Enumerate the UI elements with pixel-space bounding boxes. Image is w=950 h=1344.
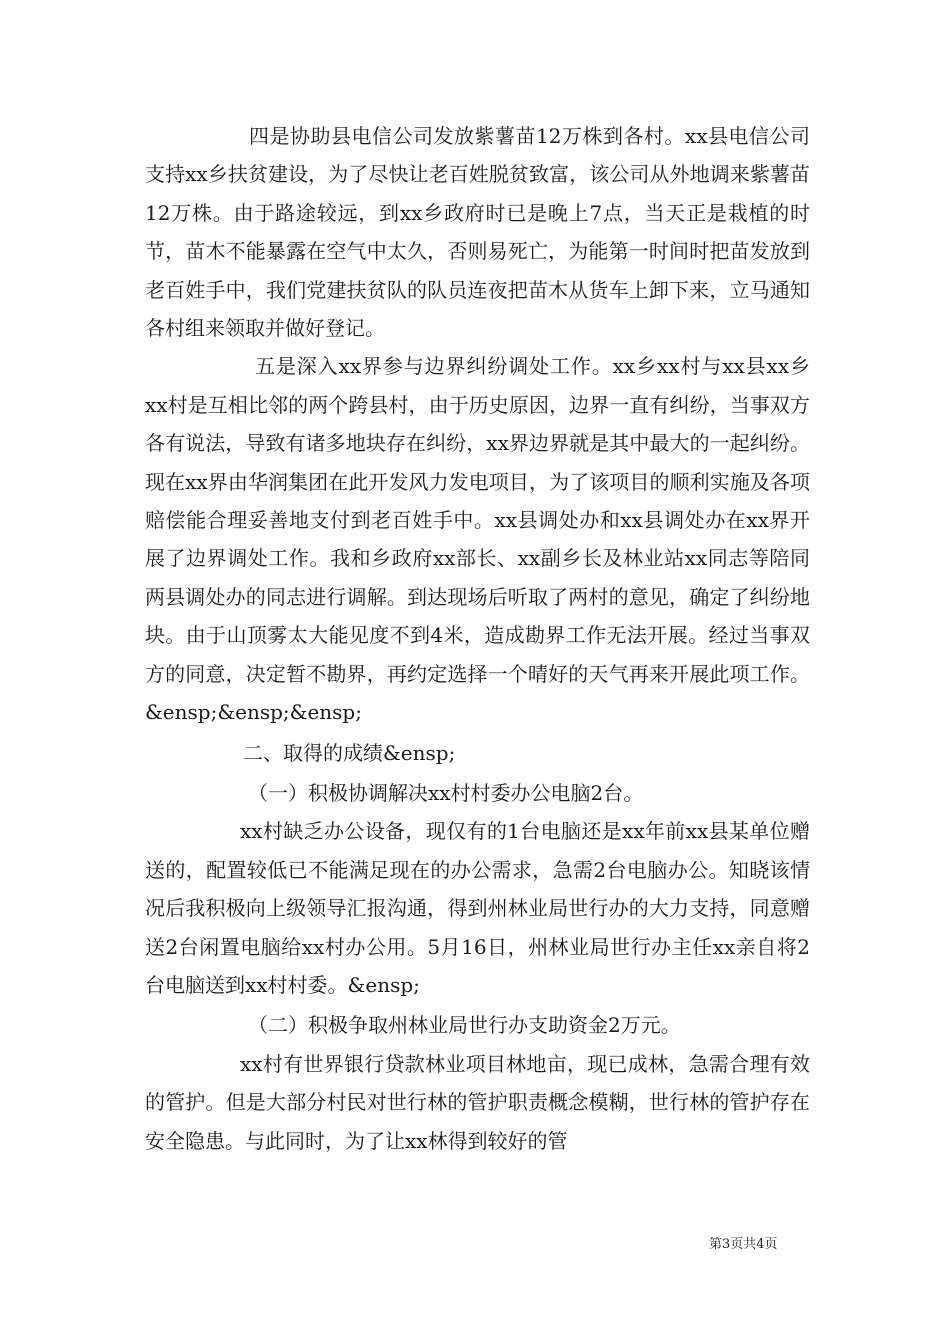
subheading-funding: （二）积极争取州林业局世行办支助资金2万元。 bbox=[248, 1013, 681, 1038]
paragraph-funding: xx村有世界银行贷款林业项目林地亩，现已成林，急需合理有效的管护。但是大部分村民对世行林的管护职责概念模糊，世行林的管护存在安全隐患。与此同时，为了让xx林得到较好的管 bbox=[145, 1051, 810, 1153]
paragraph-boundary-dispute: 五是深入xx界参与边界纠纷调处工作。xx乡xx村与xx县xx乡xx村是互相比邻的两个跨县村，由于历史原因，边界一直有纠纷，当事双方各有说法，导致有诸多地块存在纠纷，xx界边界就是其中最大的一起纠纷。现在xx界由华润集团在此开发风力发电项目，为了该项目的顺利实施及各项赔偿能合理妥善地支付到老百姓手中。xx县调处办和xx县调处办在xx界开展了边界调处工作。我和乡政府xx部长、xx副乡长及林业站xx同志等陪同两县调处办的同志进行调解。到达现场后听取了两村的意见，确定了纠纷地块。由于山顶雾太大能见度不到4米，造成勘界工作无法开展。经过当事双方的同意，决定暂不勘界，再约定选择一个晴好的天气再来开展此项工作。&ensp;&ensp;&ensp; bbox=[145, 354, 810, 725]
section-heading-achievements: 二、取得的成绩&ensp; bbox=[243, 740, 456, 765]
paragraph-sweet-potato: 四是协助县电信公司发放紫薯苗12万株到各村。xx县电信公司支持xx乡扶贫建设，为了尽快让老百姓脱贫致富，该公司从外地调来紫薯苗12万株。由于路途较远，到xx乡政府时已是晚上7点，当天正是栽植的时节，苗木不能暴露在空气中太久，否则易死亡，为能第一时间时把苗发放到老百姓手中，我们党建扶贫队的队员连夜把苗木从货车上卸下来，立马通知各村组来领取并做好登记。 bbox=[145, 124, 810, 341]
subheading-computers: （一）积极协调解决xx村村委办公电脑2台。 bbox=[248, 780, 644, 805]
paragraph-computers: xx村缺乏办公设备，现仅有的1台电脑还是xx年前xx县某单位赠送的，配置较低已不能满足现在的办公需求，急需2台电脑办公。知晓该情况后我积极向上级领导汇报沟通，得到州林业局世行办的大力支持，同意赠送2台闲置电脑给xx村办公用。5月16日，州林业局世行办主任xx亲自将2台电脑送到xx村村委。&ensp; bbox=[145, 819, 810, 997]
page-number-footer: 第3页共4页 bbox=[709, 1237, 778, 1252]
document-body bbox=[145, 117, 810, 1160]
